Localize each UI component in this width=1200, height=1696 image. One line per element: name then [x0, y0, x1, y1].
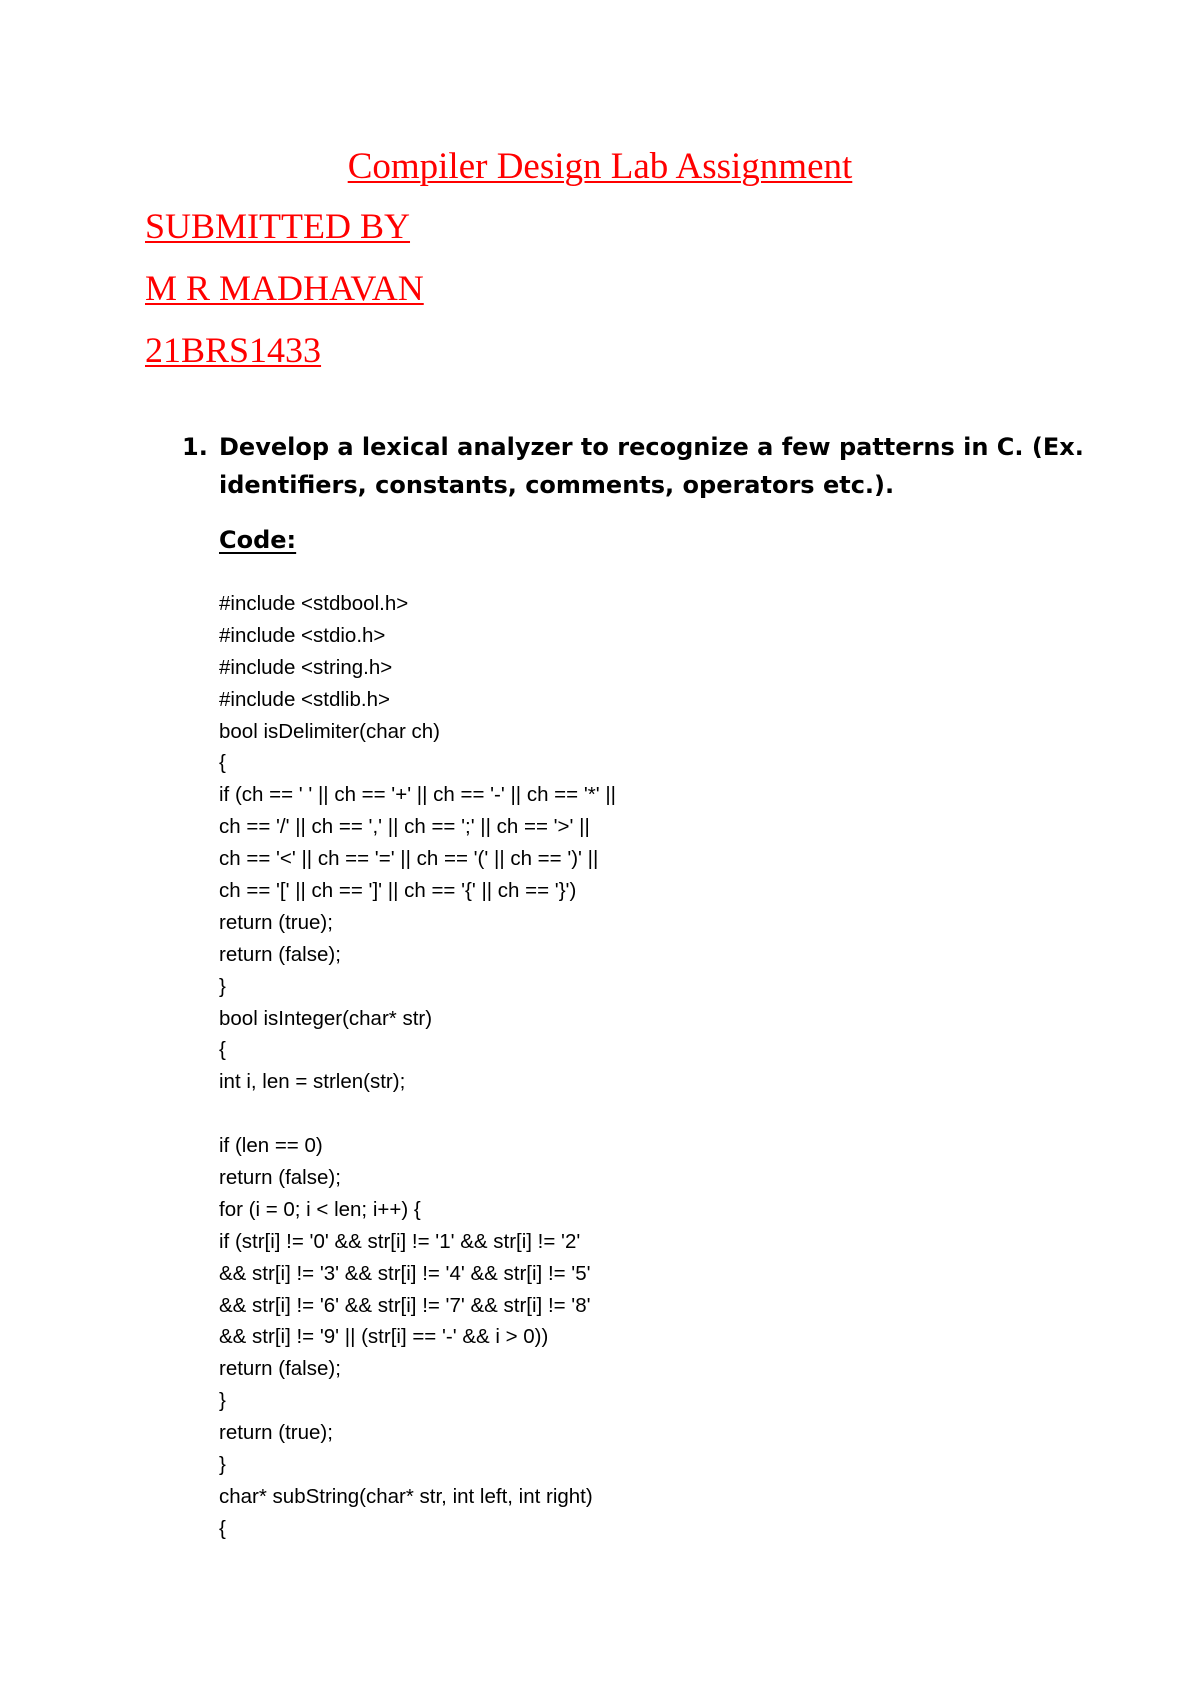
code-line: && str[i] != '3' && str[i] != '4' && str[i] != '5': [219, 1261, 591, 1285]
code-line: && str[i] != '9' || (str[i] == '-' && i > 0)): [219, 1325, 549, 1349]
question-number: 1.: [182, 433, 208, 461]
code-line: return (false);: [219, 1166, 341, 1190]
code-line: #include <string.h>: [219, 655, 393, 679]
code-line: {: [219, 1516, 226, 1540]
code-line: bool isInteger(char* str): [219, 1006, 433, 1030]
submitted-by-label: SUBMITTED BY: [145, 206, 411, 246]
code-line: {: [219, 1038, 226, 1062]
code-line: ch == '[' || ch == ']' || ch == '{' || ch == '}'): [219, 879, 577, 903]
code-line: char* subString(char* str, int left, int right): [219, 1484, 593, 1508]
code-line: #include <stdlib.h>: [219, 687, 390, 711]
code-line: [219, 1098, 1119, 1130]
question-text: Develop a lexical analyzer to recognize a few patterns in C. (Ex. identifiers, constants, comments, operators etc.).: [219, 433, 1084, 499]
code-line: return (false);: [219, 1357, 341, 1381]
code-line: return (false);: [219, 942, 341, 966]
code-line: && str[i] != '6' && str[i] != '7' && str[i] != '8': [219, 1293, 591, 1317]
code-line: ch == '/' || ch == ',' || ch == ';' || ch == '>' ||: [219, 815, 590, 839]
code-line: }: [219, 1453, 226, 1477]
code-line: #include <stdbool.h>: [219, 592, 409, 615]
document-title: Compiler Design Lab Assignment: [347, 146, 853, 187]
code-line: }: [219, 1389, 226, 1413]
code-line: {: [219, 751, 226, 775]
code-line: return (true);: [219, 1421, 333, 1445]
code-label: Code:: [219, 526, 297, 554]
code-line: #include <stdio.h>: [219, 623, 386, 647]
code-line: if (len == 0): [219, 1134, 323, 1158]
code-line: if (ch == ' ' || ch == '+' || ch == '-' || ch == '*' ||: [219, 783, 616, 807]
code-line: for (i = 0; i < len; i++) {: [219, 1197, 421, 1221]
code-line: }: [219, 974, 226, 998]
register-number: 21BRS1433: [145, 330, 322, 370]
code-line: bool isDelimiter(char ch): [219, 719, 441, 743]
code-line: return (true);: [219, 910, 333, 934]
code-block: [219, 588, 1119, 1545]
code-line: if (str[i] != '0' && str[i] != '1' && str[i] != '2': [219, 1229, 581, 1253]
code-line: int i, len = strlen(str);: [219, 1070, 406, 1094]
student-name: M R MADHAVAN: [145, 268, 424, 308]
code-line: ch == '<' || ch == '=' || ch == '(' || ch == ')' ||: [219, 847, 599, 871]
